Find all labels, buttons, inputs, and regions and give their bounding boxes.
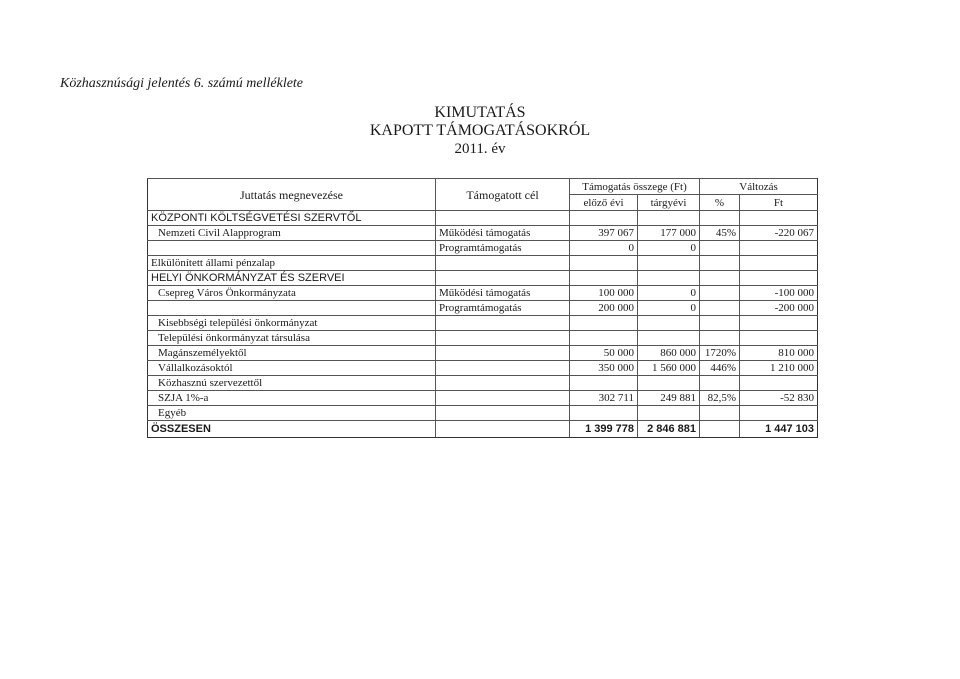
cell-name: Nemzeti Civil Alapprogram xyxy=(148,226,436,241)
cell-ft xyxy=(740,331,818,346)
table-row xyxy=(148,376,818,391)
cell-pct: 45% xyxy=(700,226,740,241)
cell-pct xyxy=(700,286,740,301)
cell-prev xyxy=(570,211,638,226)
cell-purpose xyxy=(436,406,570,421)
cell-ft xyxy=(740,241,818,256)
cell-prev: 200 000 xyxy=(570,301,638,316)
cell-prev: 397 067 xyxy=(570,226,638,241)
cell-ft xyxy=(740,376,818,391)
table-row xyxy=(148,391,818,406)
table-row xyxy=(148,271,818,286)
cell-name: Magánszemélyektől xyxy=(148,346,436,361)
cell-curr: 249 881 xyxy=(638,391,700,406)
support-table xyxy=(147,178,818,438)
table-row xyxy=(148,316,818,331)
cell-curr xyxy=(638,376,700,391)
header-amount-group: Támogatás összege (Ft) xyxy=(570,179,700,195)
cell-curr: 0 xyxy=(638,241,700,256)
cell-prev: 302 711 xyxy=(570,391,638,406)
cell-pct: 446% xyxy=(700,361,740,376)
cell-name: Elkülönített állami pénzalap xyxy=(148,256,436,271)
cell-curr xyxy=(638,406,700,421)
cell-prev xyxy=(570,256,638,271)
cell-ft: -200 000 xyxy=(740,301,818,316)
cell-purpose: Programtámogatás xyxy=(436,301,570,316)
cell-curr xyxy=(638,256,700,271)
cell-purpose: Működési támogatás xyxy=(436,226,570,241)
cell-name: HELYI ÖNKORMÁNYZAT ÉS SZERVEI xyxy=(148,271,436,286)
total-purpose xyxy=(436,421,570,438)
cell-pct xyxy=(700,331,740,346)
header-current-year: tárgyévi xyxy=(638,195,700,211)
cell-prev xyxy=(570,376,638,391)
cell-ft: -220 067 xyxy=(740,226,818,241)
table-row xyxy=(148,406,818,421)
cell-prev: 100 000 xyxy=(570,286,638,301)
table-row xyxy=(148,331,818,346)
heading-line-1: KIMUTATÁS xyxy=(434,104,526,121)
total-ft: 1 447 103 xyxy=(740,421,818,438)
cell-pct xyxy=(700,211,740,226)
cell-pct xyxy=(700,256,740,271)
cell-purpose xyxy=(436,376,570,391)
header-change-group: Változás xyxy=(700,179,818,195)
cell-prev: 50 000 xyxy=(570,346,638,361)
cell-name: Vállalkozásoktól xyxy=(148,361,436,376)
table-row xyxy=(148,226,818,241)
table-row xyxy=(148,301,818,316)
header-percent: % xyxy=(700,195,740,211)
cell-ft xyxy=(740,271,818,286)
total-pct xyxy=(700,421,740,438)
cell-name: Közhasznú szervezettől xyxy=(148,376,436,391)
cell-ft: -52 830 xyxy=(740,391,818,406)
total-row xyxy=(148,421,818,438)
header-name: Juttatás megnevezése xyxy=(148,179,436,211)
header-prev-year: előző évi xyxy=(570,195,638,211)
cell-purpose xyxy=(436,391,570,406)
cell-curr xyxy=(638,331,700,346)
cell-name: Települési önkormányzat társulása xyxy=(148,331,436,346)
table-row xyxy=(148,211,818,226)
cell-name xyxy=(148,301,436,316)
cell-curr: 1 560 000 xyxy=(638,361,700,376)
cell-pct xyxy=(700,376,740,391)
cell-curr: 0 xyxy=(638,301,700,316)
cell-purpose xyxy=(436,211,570,226)
total-curr: 2 846 881 xyxy=(638,421,700,438)
table-row xyxy=(148,286,818,301)
cell-prev: 350 000 xyxy=(570,361,638,376)
table-row xyxy=(148,361,818,376)
cell-purpose xyxy=(436,346,570,361)
total-prev: 1 399 778 xyxy=(570,421,638,438)
cell-pct: 1720% xyxy=(700,346,740,361)
cell-purpose: Programtámogatás xyxy=(436,241,570,256)
heading-line-3: 2011. év xyxy=(454,141,506,157)
header-purpose: Támogatott cél xyxy=(436,179,570,211)
header-ft: Ft xyxy=(740,195,818,211)
cell-curr xyxy=(638,271,700,286)
table-row xyxy=(148,346,818,361)
table-row xyxy=(148,241,818,256)
cell-name: Egyéb xyxy=(148,406,436,421)
cell-ft: -100 000 xyxy=(740,286,818,301)
cell-purpose xyxy=(436,316,570,331)
cell-pct xyxy=(700,301,740,316)
cell-ft xyxy=(740,316,818,331)
report-heading xyxy=(0,104,960,158)
cell-name: Csepreg Város Önkormányzata xyxy=(148,286,436,301)
cell-curr: 177 000 xyxy=(638,226,700,241)
cell-curr xyxy=(638,316,700,331)
annex-title: Közhasznúsági jelentés 6. számú melléklete xyxy=(60,76,304,91)
cell-pct xyxy=(700,241,740,256)
cell-ft xyxy=(740,406,818,421)
cell-purpose: Működési támogatás xyxy=(436,286,570,301)
cell-ft: 810 000 xyxy=(740,346,818,361)
cell-name: KÖZPONTI KÖLTSÉGVETÉSI SZERVTŐL xyxy=(148,211,436,226)
cell-pct xyxy=(700,406,740,421)
cell-purpose xyxy=(436,331,570,346)
cell-name: Kisebbségi települési önkormányzat xyxy=(148,316,436,331)
cell-prev xyxy=(570,271,638,286)
table-row xyxy=(148,256,818,271)
cell-ft xyxy=(740,211,818,226)
cell-prev: 0 xyxy=(570,241,638,256)
cell-ft: 1 210 000 xyxy=(740,361,818,376)
total-label: ÖSSZESEN xyxy=(148,421,436,438)
cell-pct: 82,5% xyxy=(700,391,740,406)
cell-curr: 0 xyxy=(638,286,700,301)
cell-pct xyxy=(700,316,740,331)
cell-name xyxy=(148,241,436,256)
cell-purpose xyxy=(436,271,570,286)
cell-ft xyxy=(740,256,818,271)
cell-prev xyxy=(570,406,638,421)
cell-curr xyxy=(638,211,700,226)
cell-purpose xyxy=(436,256,570,271)
heading-line-2: KAPOTT TÁMOGATÁSOKRÓL xyxy=(369,122,591,139)
cell-curr: 860 000 xyxy=(638,346,700,361)
cell-pct xyxy=(700,271,740,286)
cell-prev xyxy=(570,331,638,346)
cell-name: SZJA 1%-a xyxy=(148,391,436,406)
cell-purpose xyxy=(436,361,570,376)
cell-prev xyxy=(570,316,638,331)
